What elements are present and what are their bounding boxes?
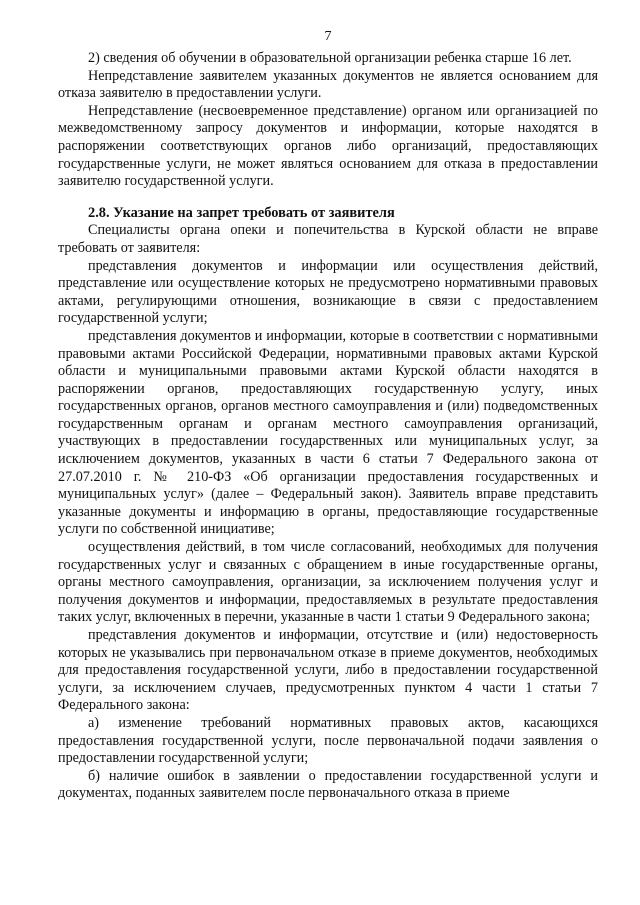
paragraph-education-info: 2) сведения об обучении в образовательной организации ребенка старше 16 лет. (88, 50, 572, 66)
paragraph-non-submission: Непредставление заявителем указанных документов не является основанием для отказа заявителю в предоставлении услуги. (58, 67, 598, 102)
paragraph-documents-not-required: представления документов и информации или осуществления действий, представление или осуществление которых не предусмотрено нормативными правовых актами, регулирующими отношения, возникающие в связи с предоставлением государственной услуги; (58, 257, 598, 327)
paragraph-actions-approvals: осуществления действий, в том числе согласований, необходимых для получения государственных услуг и связанных с обращением в иные государственные органы, органы местного самоуправления, организации, за исключением получения услуг и получения документов и информации, предоставляемых в результате предоставления таких услуг, включенных в перечни, указанные в части 1 статьи 9 Федерального закона; (58, 539, 598, 626)
paragraph-interagency-request: Непредставление (несвоевременное представление) органом или организацией по межведомственному запросу документов и информации, которые находятся в распоряжении соответствующих органов либо организаций, предоставляющих государственные услуги, не может являться основанием для отказа в предоставлении заявителю государственной услуги. (58, 102, 598, 190)
page-number: 7 (324, 29, 332, 44)
paragraph-documents-in-possession: представления документов и информации, которые в соответствии с нормативными правовыми актами Российской Федерации, нормативными правовых актами Курской области и муниципальными правовыми актами Курской области находятся в распоряжении органов, предоставляющих государственную услугу, иных государственных органов, органов местного самоуправления и (или) подведомственных государственным органам и органам местного самоуправления организаций, участвующих в предоставлении государственных или муниципальных услуг, за исключением документов, указанных в части 6 статьи 7 Федерального закона от 27.07.2010 г. № 210-ФЗ «Об организации предоставления государственных и муниципальных услуг» (далее – Федеральный закон). Заявитель вправе представить указанные документы и информацию в органы, предоставляющие государственные услуги по собственной инициативе; (58, 327, 598, 538)
section-heading: 2.8. Указание на запрет требовать от заявителя (88, 204, 395, 221)
paragraph-specialists-intro: Специалисты органа опеки и попечительства в Курской области не вправе требовать от заявителя: (58, 222, 598, 256)
paragraph-item-a: а) изменение требований нормативных правовых актов, касающихся предоставления государственной услуги, после первоначальной подачи заявления о предоставлении государственной услуги; (58, 714, 598, 767)
paragraph-item-b: б) наличие ошибок в заявлении о предоставлении государственной услуги и документах, поданных заявителем после первоначального отказа в приеме (58, 767, 598, 802)
paragraph-unreported-deficiencies: представления документов и информации, отсутствие и (или) недостоверность которых не указывались при первоначальном отказе в приеме документов, необходимых для предоставления государственной услуги, либо в предоставлении государственной услуги, за исключением случаев, предусмотренных пунктом 4 части 1 статьи 7 Федерального закона: (58, 627, 598, 714)
